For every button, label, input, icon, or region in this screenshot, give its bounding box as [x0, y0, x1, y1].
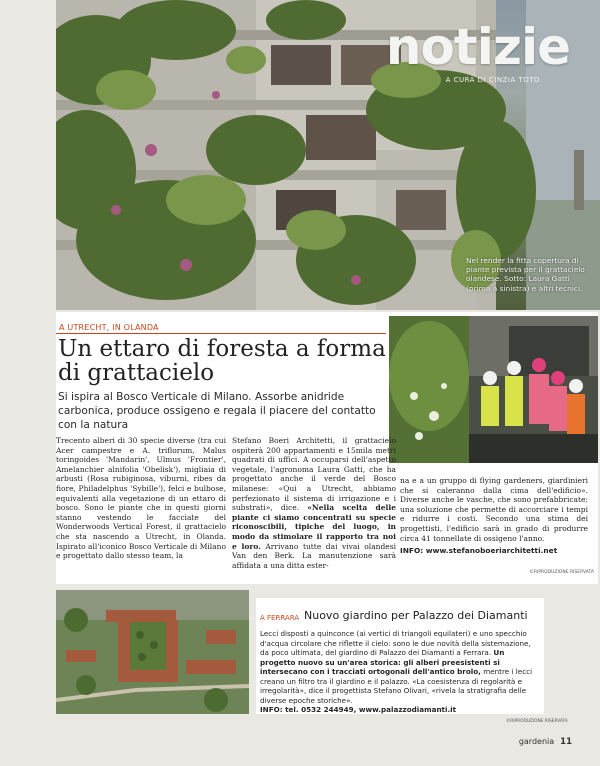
column-2-text-a: Stefano Boeri Architetti, il grattacielo ospiterà 200 appartamenti e 15mila metri quadrati di uffici. A occuparsi dell'aspetto vegetale, l'agronoma Laura Gatti, che ha progettato anche il verde del Bosco milanese: «Qui a Utrecht, abbiamo perfezionato il sistema di irrigazione e i substrati», dice. [232, 436, 396, 513]
copyright-note-2: ©RIPRODUZIONE RISERVATA [506, 719, 568, 724]
article2-text-c: mentre i lecci creano un filtro tra il giardino e il palazzo. «La coesistenza di regolarità e irregolarità», dice il progettista Stefano Olivari, «rivela la stratigrafia delle diverse epoche storiche». [260, 667, 533, 705]
article-column-2 [232, 436, 396, 570]
column-2-text-c: Arrivano tutte dai vivai olandesi Van den Berk. La manutenzione sarà affidata a una ditta ester- [232, 541, 396, 570]
copyright-note: ©RIPRODUZIONE RISERVATA [529, 570, 594, 575]
article-kicker: A UTRECHT, IN OLANDA [59, 323, 159, 332]
article-column-3 [400, 476, 588, 556]
article2-info-link[interactable]: INFO: tel. 0532 244949, www.palazzodiamanti.it [260, 705, 457, 714]
hero-photo-vertical-forest [56, 0, 600, 310]
aerial-photo-ferrara [56, 590, 249, 714]
article-utrecht [56, 312, 598, 584]
aerial-illustration [56, 590, 249, 714]
article2-text-a: Lecci disposti a quinconce (ai vertici di triangoli equilateri) e uno specchio d'acqua circolare che riflette il cielo: sono le due novità della sistemazione, da poco ultimata, del giardino di Palazzo dei Diamanti a Ferrara. [260, 629, 531, 657]
section-title: notizie [385, 18, 570, 76]
article2-kicker: A FERRARA [260, 614, 300, 622]
page-footer [519, 737, 572, 747]
article2-title: Nuovo giardino per Palazzo dei Diamanti [304, 609, 528, 622]
magazine-name: gardenia [518, 737, 555, 746]
column-3-text: na e a un gruppo di flying gardeners, giardinieri che si caleranno dalla cima dell'edificio». Diverse anche le vasche, che sono prefabbricate: una soluzione che permette di accorciare i tempi e ridurre i costi. Secondo una stima dei progettisti, l'edificio sarà in grado di produrre circa 41 tonnellate di ossigeno l'anno. [400, 476, 588, 543]
article-headline: Un ettaro di foresta a forma di grattacielo [58, 336, 386, 386]
article-ferrara [256, 598, 544, 714]
column-1-text: Trecento alberi di 30 specie diverse (tra cui Acer campestre e A. triflorum, Malus toringoides 'Mandarin', Ulmus 'Frontier', Amelanchier alnifolia 'Obelisk'), migliaia di arbusti (Rosa rubiginosa, viburni, ribes da fiore, Philadelphus 'Sybille'), felci e bulbose, equivalenti alla vegetazione di un ettaro di bosco. Sono le piante che in questi giorni stanno vestendo le facciate del Wonderwoods Vertical Forest, il grattacielo che sta nascendo a Utrecht, in Olanda. Ispirato all'iconico Bosco Verticale di Milano e progettato dallo stesso team, la [56, 436, 226, 561]
article2-body [260, 629, 538, 715]
hero-caption: Nel render la fitta copertura di piante prevista per il grattacielo olandese. Sotto: Laura Gatti (prima a sinistra) e altri tecnici. [466, 256, 585, 293]
column-2-highlight: «Nella scelta delle piante ci siamo concentrati su specie riconoscibili, tipiche del luogo, in modo da stimolare il rapporto tra noi e loro. [232, 503, 396, 551]
article-info-link[interactable]: INFO: www.stefanoboeriarchitetti.net [400, 546, 558, 556]
article-subhead: Si ispira al Bosco Verticale di Milano. Assorbe anidride carbonica, produce ossigeno e regala il piacere del contatto con la natura [58, 391, 376, 431]
article2-highlight: Un progetto nuovo su un'area storica: gli alberi preesistenti si intersecano con i tracciati ortogonali dell'antico brolo, [260, 648, 505, 676]
column-2-text [232, 436, 396, 570]
page-number: 11 [560, 737, 572, 747]
kicker-rule [56, 333, 386, 334]
article-column-1 [56, 436, 226, 561]
team-photo-illustration [389, 316, 598, 463]
section-byline: A CURA DI CINZIA TOTO [445, 76, 540, 84]
article2-text [260, 629, 538, 705]
team-photo [389, 316, 598, 463]
